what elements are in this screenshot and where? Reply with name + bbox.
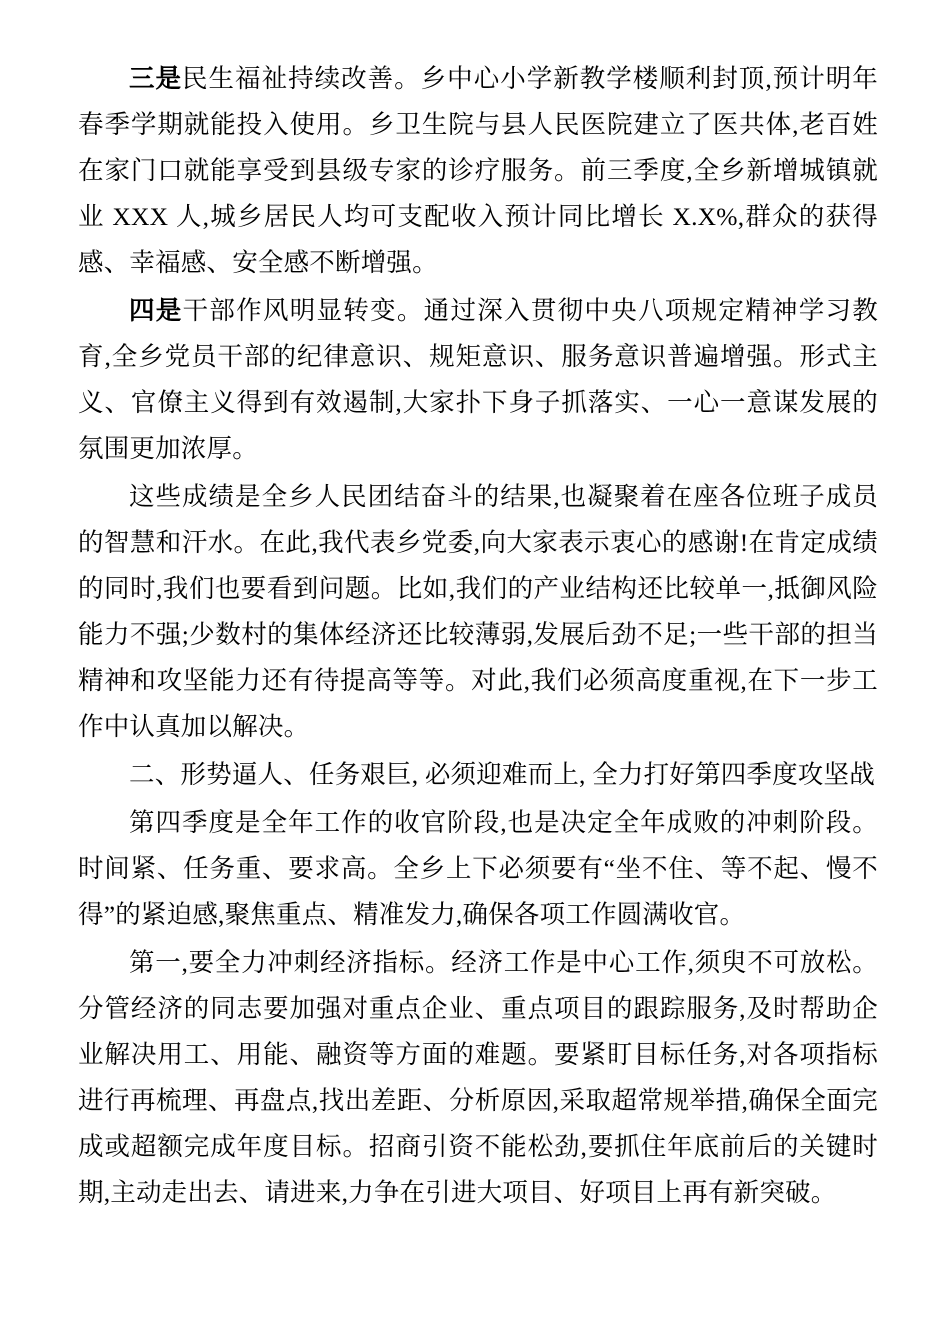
paragraph-third-livelihood	[78, 56, 878, 286]
paragraph-first-economy	[78, 940, 878, 1216]
document-body	[78, 56, 878, 1216]
paragraph-achievements-summary	[78, 474, 878, 750]
paragraph-lead-third: 三是	[129, 64, 183, 93]
paragraph-text-first-economy: 第一,要全力冲刺经济指标。经济工作是中心工作,须臾不可放松。分管经济的同志要加强对重点企业、重点项目的跟踪服务,及时帮助企业解决用工、用能、融资等方面的难题。要紧盯目标任务,对各项指标进行再梳理、再盘点,找出差距、分析原因,采取超常规举措,确保全面完成或超额完成年度目标。招商引资不能松劲,要抓住年底前后的关键时期,主动走出去、请进来,力争在引进大项目、好项目上再有新突破。	[78, 948, 878, 1207]
paragraph-text-fourth: 干部作风明显转变。通过深入贯彻中央八项规定精神学习教育,全乡党员干部的纪律意识、规矩意识、服务意识普遍增强。形式主义、官僚主义得到有效遏制,大家扑下身子抓落实、一心一意谋发展的氛围更加浓厚。	[78, 296, 878, 463]
section-two-heading-text: 二、形势逼人、任务艰巨, 必须迎难而上, 全力打好第四季度攻坚战	[129, 760, 875, 789]
paragraph-fourth-quarter	[78, 800, 878, 938]
paragraph-section-two-heading	[78, 752, 878, 798]
paragraph-lead-fourth: 四是	[129, 296, 183, 325]
paragraph-text-achievements: 这些成绩是全乡人民团结奋斗的结果,也凝聚着在座各位班子成员的智慧和汗水。在此,我代表乡党委,向大家表示衷心的感谢!在肯定成绩的同时,我们也要看到问题。比如,我们的产业结构还比较单一,抵御风险能力不强;少数村的集体经济还比较薄弱,发展后劲不足;一些干部的担当精神和攻坚能力还有待提高等等。对此,我们必须高度重视,在下一步工作中认真加以解决。	[78, 482, 878, 741]
paragraph-text-fourth-quarter: 第四季度是全年工作的收官阶段,也是决定全年成败的冲刺阶段。时间紧、任务重、要求高。全乡上下必须要有“坐不住、等不起、慢不得”的紧迫感,聚焦重点、精准发力,确保各项工作圆满收官。	[78, 808, 878, 929]
paragraph-text-third: 民生福祉持续改善。乡中心小学新教学楼顺利封顶,预计明年春季学期就能投入使用。乡卫生院与县人民医院建立了医共体,老百姓在家门口就能享受到县级专家的诊疗服务。前三季度,全乡新增城镇就业 XXX 人,城乡居民人均可支配收入预计同比增长 X.X%,群众的获得感、幸福感、安全感不断增强。	[78, 64, 878, 277]
paragraph-fourth-cadre-style	[78, 288, 878, 472]
